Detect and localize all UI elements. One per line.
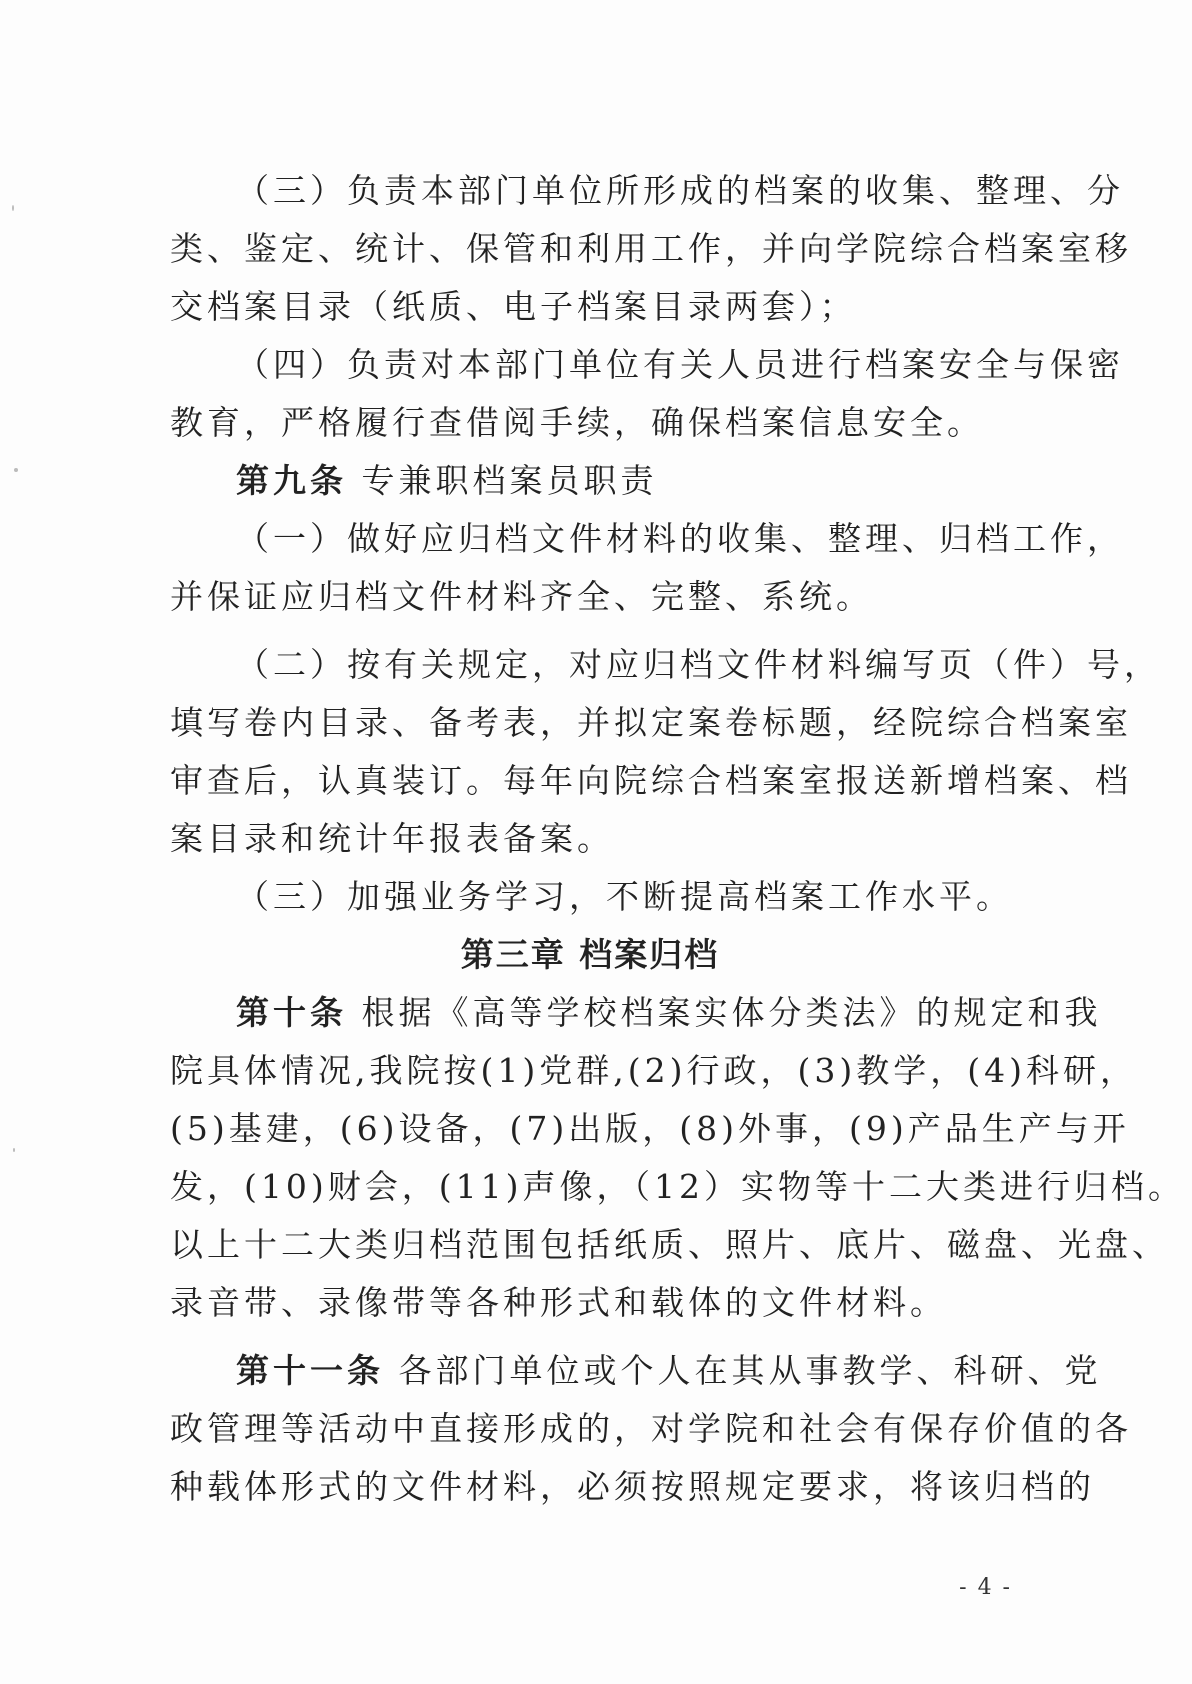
article-number: 第十条 <box>236 993 347 1032</box>
text-line: 教育，严格履行查借阅手续，确保档案信息安全。 <box>170 403 984 442</box>
text-line <box>170 452 1010 510</box>
text-line: (5)基建，(6)设备，(7)出版，(8)外事，(9)产品生产与开 <box>170 1109 1130 1148</box>
article-number: 第十一条 <box>236 1351 384 1390</box>
paragraph <box>170 336 1124 452</box>
scan-speck <box>13 1148 15 1152</box>
text-line: （一）做好应归档文件材料的收集、整理、归档工作， <box>236 519 1124 558</box>
text-line: （二）按有关规定，对应归档文件材料编写页（件）号， <box>236 645 1161 684</box>
text-line: （四）负责对本部门单位有关人员进行档案安全与保密 <box>236 345 1124 384</box>
scan-speck <box>12 205 14 211</box>
text-line: 审查后，认真装订。每年向院综合档案室报送新增档案、档 <box>170 761 1132 800</box>
text-line: （三）负责本部门单位所形成的档案的收集、整理、分 <box>236 171 1124 210</box>
text-line <box>170 1342 1102 1400</box>
document-body <box>170 162 1185 1516</box>
paragraph <box>170 868 1013 926</box>
text-line: （三）加强业务学习，不断提高档案工作水平。 <box>236 877 1013 916</box>
text-line: 发，(10)财会，(11)声像，（12）实物等十二大类进行归档。 <box>170 1167 1185 1206</box>
text-line: 政管理等活动中直接形成的，对学院和社会有保存价值的各 <box>170 1409 1132 1448</box>
scan-speck <box>14 468 18 472</box>
article-number: 第九条 <box>236 461 347 500</box>
text-line: 填写卷内目录、备考表，并拟定案卷标题，经院综合档案室 <box>170 703 1132 742</box>
article-title: 专兼职档案员职责 <box>361 461 658 500</box>
paragraph <box>170 510 1124 626</box>
text-line: 并保证应归档文件材料齐全、完整、系统。 <box>170 577 873 616</box>
text-line: 院具体情况,我院按(1)党群,(2)行政，(3)教学，(4)科研， <box>170 1051 1137 1090</box>
text-line: 交档案目录（纸质、电子档案目录两套）； <box>170 287 857 326</box>
paragraph <box>170 636 1161 868</box>
text-line: 类、鉴定、统计、保管和利用工作，并向学院综合档案室移 <box>170 229 1132 268</box>
paragraph <box>170 1342 1132 1516</box>
text-line: 以上十二大类归档范围包括纸质、照片、底片、磁盘、光盘、 <box>170 1225 1169 1264</box>
page-number: - 4 - <box>959 1575 1012 1600</box>
text-line <box>170 984 1102 1042</box>
text-line: 案目录和统计年报表备案。 <box>170 819 614 858</box>
text-line: 录音带、录像带等各种形式和载体的文件材料。 <box>170 1283 947 1322</box>
chapter-heading: 第三章 档案归档 <box>460 935 720 974</box>
article-text: 根据《高等学校档案实体分类法》的规定和我 <box>361 993 1102 1032</box>
article-heading <box>170 452 1010 510</box>
paragraph <box>170 162 1132 336</box>
paragraph <box>170 984 1185 1332</box>
text-line: 种载体形式的文件材料，必须按照规定要求，将该归档的 <box>170 1467 1095 1506</box>
article-text: 各部门单位或个人在其从事教学、科研、党 <box>398 1351 1102 1390</box>
